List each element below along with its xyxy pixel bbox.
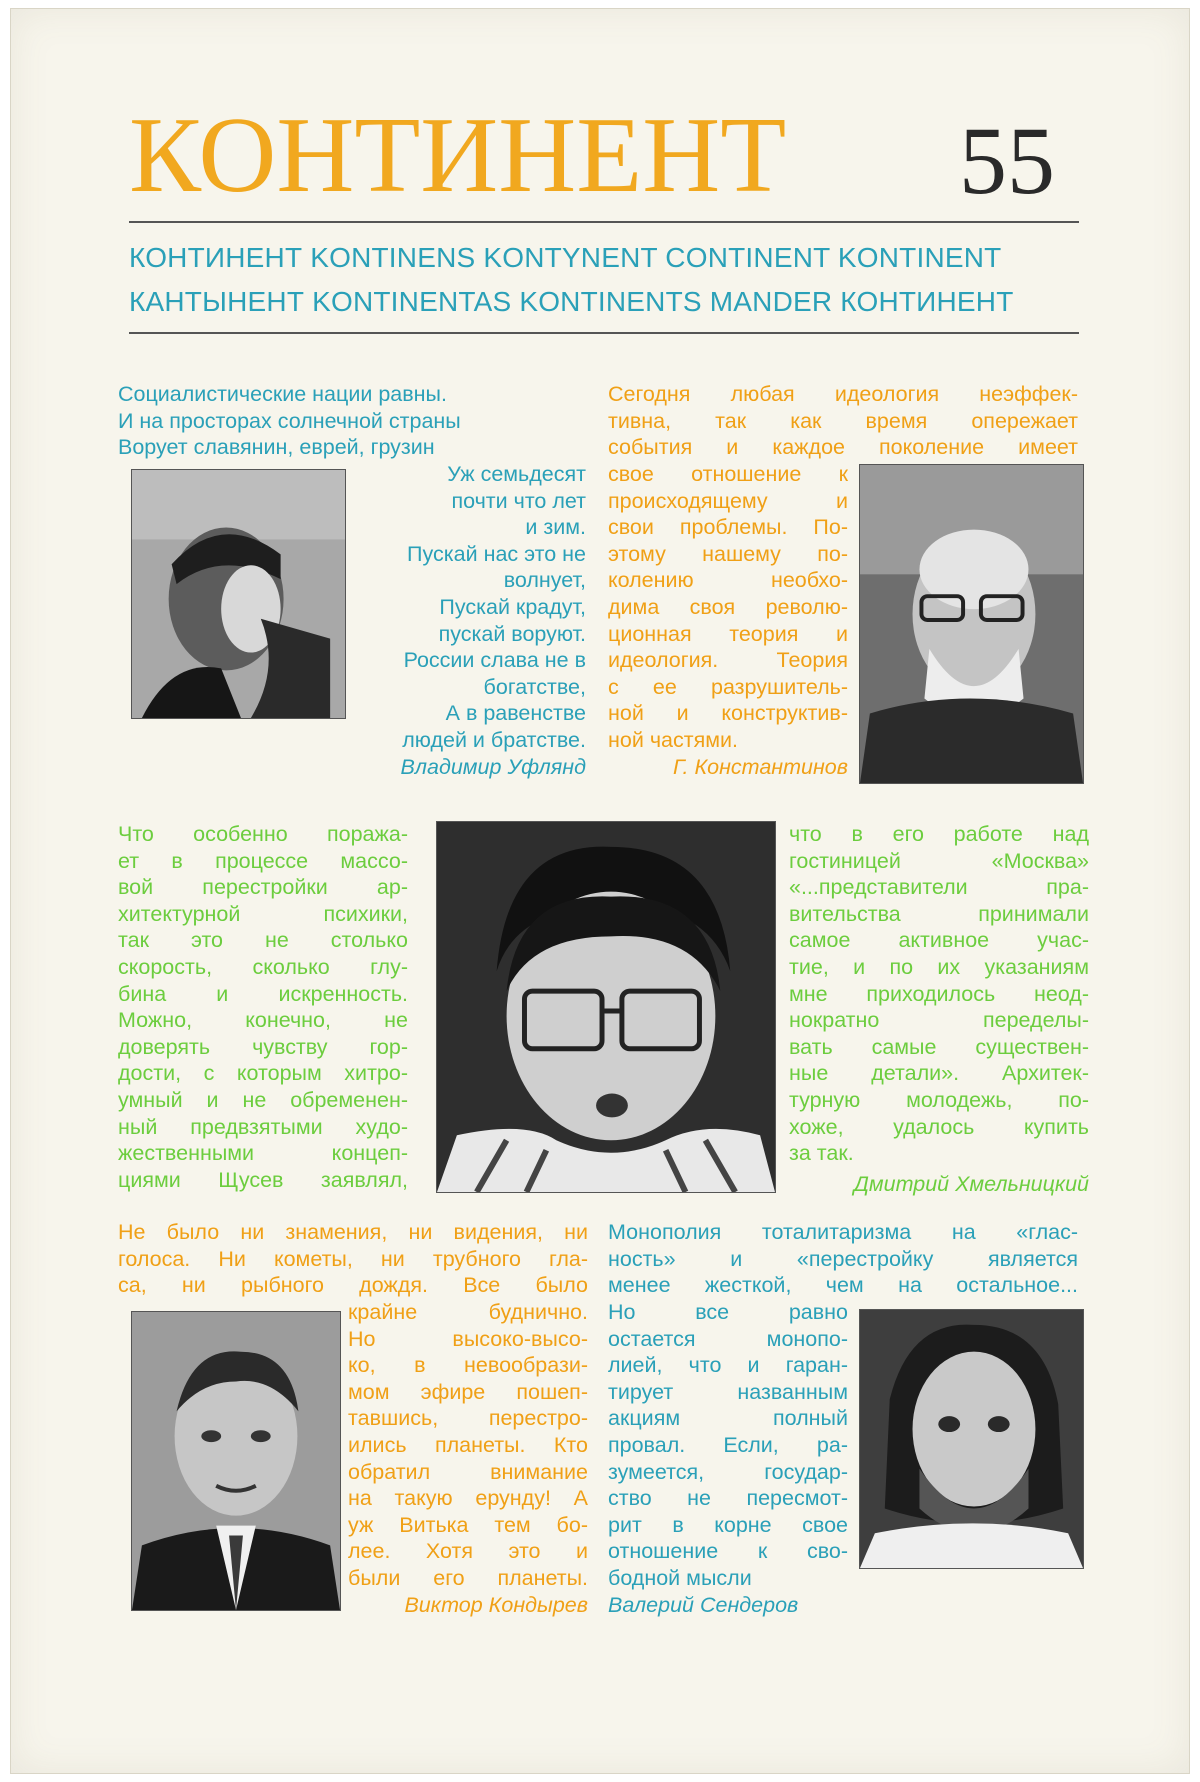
poem-line: А в равенстве: [445, 701, 586, 726]
text-line: были его планеты.: [348, 1565, 588, 1590]
text-line: крайне буднично.: [348, 1300, 588, 1324]
text-line: рит в корне свое: [608, 1512, 848, 1537]
text-line: мне приходилось неод-: [789, 981, 1089, 1006]
senderov-text-wide: [608, 1219, 1078, 1299]
text-line: ились планеты. Кто: [348, 1432, 588, 1457]
text-line: нократно переделы-: [789, 1008, 1089, 1033]
text-line: что в его работе над: [789, 822, 1089, 846]
text-line: так это не столько: [118, 928, 408, 953]
text-line: хоже, удалось купить: [789, 1114, 1089, 1139]
title-variants-line: КАНТЫНЕНТ KONTINENTAS KONTINENTS MANDER КОНТИНЕНТ: [129, 286, 1014, 317]
text-line: мом эфире пошеп-: [348, 1379, 588, 1404]
text-line: голоса. Ни кометы, ни трубного гла-: [118, 1246, 588, 1271]
text-line: вой перестройки ар-: [118, 875, 408, 900]
text-line: лией, что и гаран-: [608, 1353, 848, 1378]
text-line: Но высоко-высо-: [348, 1326, 588, 1351]
text-line: провал. Если, ра-: [608, 1432, 848, 1457]
text-line: умный и не обременен-: [118, 1087, 408, 1112]
text-line: ный предвзятыми худо-: [118, 1114, 408, 1139]
portrait-photo-ufland: [131, 469, 346, 719]
text-line: ность» и «перестройку является: [608, 1246, 1078, 1271]
text-line: жественными концеп-: [118, 1141, 408, 1166]
text-line: ко, в невообрази-: [348, 1353, 588, 1378]
text-line: Что особенно поража-: [118, 822, 408, 846]
text-line: свое отношение к: [608, 462, 848, 486]
author-ufland: Владимир Уфлянд: [400, 755, 586, 779]
title-variants-line: КОНТИНЕНТ KONTINENS KONTYNENT CONTINENT KONTINENT: [129, 242, 1002, 273]
author-khmelnitsky: Дмитрий Хмельницкий: [853, 1172, 1089, 1196]
text-line: ство не пересмот-: [608, 1486, 848, 1511]
text-line: менее жесткой, чем на остальное...: [608, 1273, 1078, 1298]
text-line: обратил внимание: [348, 1459, 588, 1484]
poem-line: Пускай крадут,: [439, 594, 586, 619]
text-line: хитектурной психики,: [118, 901, 408, 926]
text-line: ционная теория и: [608, 621, 848, 646]
author-kondyrev: Виктор Кондырев: [404, 1593, 588, 1617]
text-line: отношение к сво-: [608, 1539, 848, 1564]
author-senderov: Валерий Сендеров: [608, 1593, 799, 1617]
kondyrev-text: [348, 1299, 588, 1592]
text-line: ной частями.: [608, 727, 738, 752]
text-line: тивна, так как время опережает: [608, 408, 1078, 433]
text-line: происходящему и: [608, 488, 848, 513]
text-line: колению необхо-: [608, 568, 848, 593]
text-line: лее. Хотя это и: [348, 1539, 588, 1564]
text-line: зумеется, государ-: [608, 1459, 848, 1484]
text-line: с ее разрушитель-: [608, 674, 848, 699]
text-line: Монополия тоталитаризма на «глас-: [608, 1220, 1078, 1244]
text-line: события и каждое поколение имеет: [608, 435, 1078, 460]
portrait-photo-senderov: [859, 1309, 1084, 1569]
text-line: тие, и по их указаниям: [789, 954, 1089, 979]
author-konstantinov: Г. Константинов: [672, 755, 848, 779]
text-line: циями Щусев заявлял,: [118, 1167, 408, 1192]
text-line: бодной мысли: [608, 1565, 752, 1590]
konstantinov-text-wide: [608, 381, 1078, 461]
text-line: Можно, конечно, не: [118, 1008, 408, 1033]
text-line: ные детали». Архитек-: [789, 1061, 1089, 1086]
text-line: акциям полный: [608, 1406, 848, 1431]
ufland-poem: [356, 461, 586, 754]
poem-line: России слава не в: [403, 648, 586, 673]
text-line: гостиницей «Москва»: [789, 848, 1089, 873]
text-line: за так.: [789, 1141, 854, 1166]
text-line: дости, с которым хитро-: [118, 1061, 408, 1086]
title-variants: [129, 236, 1089, 324]
text-line: скорость, сколько глу-: [118, 954, 408, 979]
poem-line: людей и братстве.: [402, 727, 586, 752]
khmelnitsky-text-right: [789, 821, 1089, 1167]
text-line: тирует названным: [608, 1379, 848, 1404]
konstantinov-text: [608, 461, 848, 754]
ufland-intro: [118, 381, 588, 461]
text-line: Сегодня любая идеология неэффек-: [608, 382, 1078, 406]
text-line: самое активное учас-: [789, 928, 1089, 953]
poem-line: волнует,: [503, 568, 586, 593]
portrait-photo-kondyrev: [131, 1311, 341, 1611]
poem-line: почти что лет: [451, 488, 586, 513]
text-line: бина и искренность.: [118, 981, 408, 1006]
portrait-photo-konstantinov: [859, 464, 1084, 784]
kondyrev-text-wide: [118, 1219, 588, 1299]
senderov-text: [608, 1299, 848, 1592]
text-line: свои проблемы. По-: [608, 515, 848, 540]
text-line: остается монопо-: [608, 1326, 848, 1351]
poem-line: пускай воруют.: [438, 621, 586, 646]
text-line: этому нашему по-: [608, 541, 848, 566]
poem-line: и зим.: [525, 515, 586, 540]
portrait-photo-center: [436, 821, 776, 1193]
text-line: на такую ерунду! А: [348, 1486, 588, 1511]
poem-line: Пускай нас это не: [407, 541, 586, 566]
text-line: вительства принимали: [789, 901, 1089, 926]
text-line: идеология. Теория: [608, 648, 848, 673]
text-line: ной и конструктив-: [608, 701, 848, 726]
text-line: тавшись, перестро-: [348, 1406, 588, 1431]
poem-line: Социалистические нации равны.: [118, 382, 447, 406]
text-line: Не было ни знамения, ни видения, ни: [118, 1220, 588, 1244]
poem-line: Ворует славянин, еврей, грузин: [118, 435, 435, 460]
poem-line: богатстве,: [483, 674, 586, 699]
masthead-title: КОНТИНЕНТ: [129, 96, 787, 215]
text-line: доверять чувству гор-: [118, 1034, 408, 1059]
top-rule: [129, 221, 1079, 223]
bottom-rule: [129, 332, 1079, 334]
text-line: ет в процессе массо-: [118, 848, 408, 873]
text-line: турную молодежь, по-: [789, 1087, 1089, 1112]
text-line: са, ни рыбного дождя. Все было: [118, 1273, 588, 1298]
text-line: вать самые существен-: [789, 1034, 1089, 1059]
text-line: дима своя револю-: [608, 594, 848, 619]
text-line: уж Витька тем бо-: [348, 1512, 588, 1537]
text-line: «...представители пра-: [789, 875, 1089, 900]
poem-line: Уж семьдесят: [447, 462, 586, 486]
magazine-cover: [10, 8, 1190, 1774]
poem-line: И на просторах солнечной страны: [118, 408, 461, 433]
issue-number: 55: [959, 107, 1055, 214]
text-line: Но все равно: [608, 1300, 848, 1324]
khmelnitsky-text-left: [118, 821, 408, 1193]
